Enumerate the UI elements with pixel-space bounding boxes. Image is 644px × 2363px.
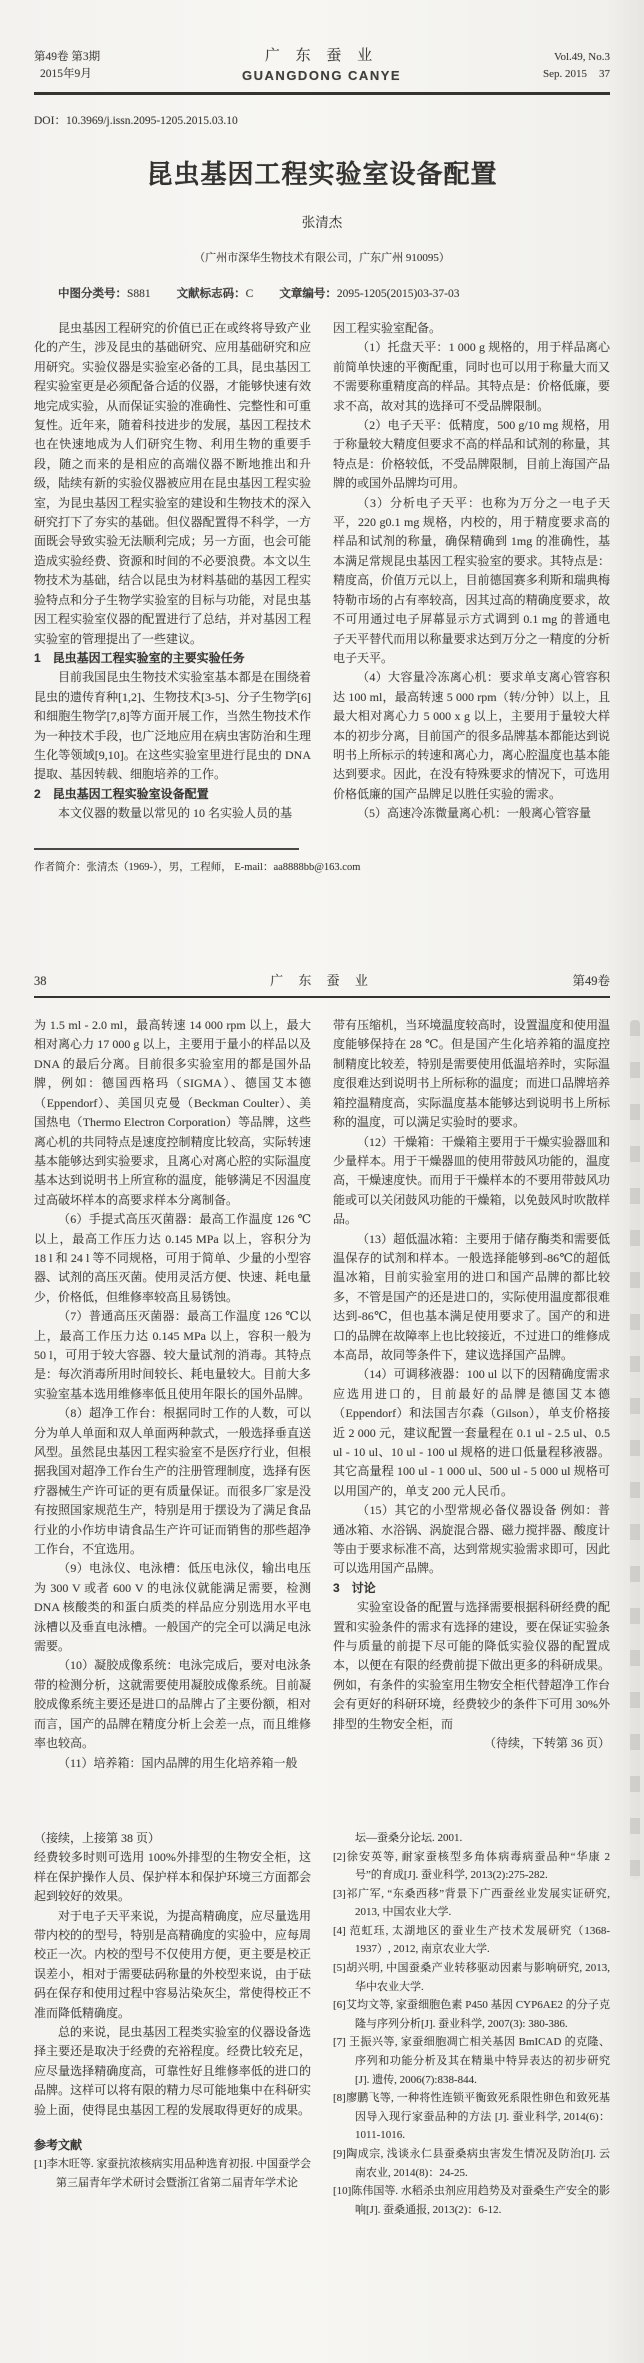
paragraph: [10]陈伟国等. 水稻杀虫剂应用趋势及对蚕桑生产安全的影响[J]. 蚕桑通报, 2013(2)：6-12. <box>333 2185 610 2216</box>
paragraph: （14）可调移液器：100 ul 以下的因精确度需求应选用进口的，目前最好的品牌是德国艾本德（Eppendorf）和法国吉尔森（Gilson），单支价格接近 2 000 元，建议配置一套量程在 0.1 ul - 2.5 ul、0.5 ul - 10 ul、10 ul - 100 ul 规格的进口低量程移液器。其它高量程 100 ul - 1 000 ul、500 ul - 5 000 ul 规格可以用国产的，单支 200 元人民币。 <box>333 1367 610 1498</box>
paragraph: （待续，下转第 36 页） <box>483 1736 610 1751</box>
paragraph: [3]祁广军, “东桑西移”背景下广西蚕丝业发展实证研究, 2013, 中国农业大学. <box>333 1887 610 1919</box>
page-38 <box>0 970 644 1773</box>
article-meta-row <box>34 285 610 301</box>
meta-article-id-value: 2095-1205(2015)03-37-03 <box>336 288 460 300</box>
paragraph: [9]陶成宗, 浅谈永仁县蚕桑病虫害发生情况及防治[J]. 云南农业, 2014(8)：24-25. <box>333 2148 610 2179</box>
author-affiliation: （广州市深华生物技术有限公司，广东广州 910095） <box>194 252 450 264</box>
journal-date-en-line <box>543 66 610 83</box>
paragraph: 目前我国昆虫生物技术实验室基本都是在围绕着昆虫的遗传育种[1,2]、生物技术[3-5]、分子生物学[6]和细胞生物学[7,8]等方面开展工作，当然生物技术作为一种技术手段，也广泛地应用在病虫害防治和生理生化等领域[9,10]。在这些实验室里进行昆虫的 DNA 提取、基因转载、细胞培养的工作。 <box>34 670 311 782</box>
page-38-body <box>34 1016 610 1773</box>
paragraph: （11）培养箱：国内品牌的用生化培养箱一般 <box>58 1755 298 1770</box>
section-heading: 2 昆虫基因工程实验室设备配置 <box>34 786 209 801</box>
paragraph: （2）电子天平：低精度，500 g/10 mg 规格，用于称量较大精度但要求不高的样品和试剂的称量，其特点是：价格较低，不受品牌限制，目前上海国产品牌的或国外品牌均可用。 <box>333 418 610 491</box>
paragraph: （10）凝胶成像系统：电泳完成后，要对电泳条带的检测分析，这就需要使用凝胶成像系统。目前凝胶成像系统主要还是进口的品牌占了主要份额，相对而言，国产的品牌在精度分析上会差一点，而且维修率也较高。 <box>34 1658 311 1751</box>
journal-name-en: GUANGDONG CANYE <box>242 68 402 83</box>
paragraph: [4] 范虹珏, 太湖地区的蚕业生产技术发展研究（1368-1937）, 2012, 南京农业大学. <box>333 1924 610 1956</box>
page-37 <box>0 0 644 874</box>
paragraph: [1]李木旺等. 家蚕抗浓核病实用品种选育初报. 中国蚕学会第三届青年学术研讨会暨浙江省第二届青年学术论 <box>34 2158 311 2189</box>
journal-volume-issue-cn: 第49卷 第3期 <box>34 51 101 63</box>
running-header-rule <box>34 996 610 999</box>
paragraph: [8]廖鹏飞等, 一种将性连锁平衡致死系限性卵色和致死基因导入现行家蚕品种的方法 [J]. 蚕业科学, 2014(6)：1011-1016. <box>333 2092 610 2142</box>
page-folio: 37 <box>598 68 610 80</box>
paragraph: （接续，上接第 38 页） <box>34 1830 161 1845</box>
running-volume: 第49卷 <box>572 973 610 988</box>
continuation-body <box>34 1829 610 2219</box>
page-37-left-column <box>34 319 311 824</box>
page-37-body <box>34 319 610 824</box>
paragraph: （15）其它的小型常规必备仪器设备 例如：普通冰箱、水浴锅、涡旋混合器、磁力搅拌器、酸度计等由于要求标准不高，达到常规实验需求即可，因此可以选用国产品牌。 <box>333 1503 610 1576</box>
section-heading: 参考文献 <box>34 2138 83 2152</box>
paragraph: （6）手提式高压灭菌器：最高工作温度 126 ℃以上，最高工作压力达 0.145 MPa 以上，容积分为 18 l 和 24 l 等不同规格，可用于简单、少量的小型容器、试剂的高压灭菌。使用灵活方便、快速、耗电量少，价格低，但维修率较高且易锈蚀。 <box>34 1212 311 1304</box>
continuation-left-column <box>34 1829 311 2219</box>
running-header <box>34 970 610 989</box>
paragraph: （9）电泳仪、电泳槽：低压电泳仪，输出电压为 300 V 或者 600 V 的电泳仪就能满足需要，检测 DNA 核酸类的和蛋白质类的样品应分别选用水平电泳槽以及垂直电泳槽。一般国产的完全可以满足电泳需要。 <box>34 1561 311 1654</box>
paragraph: [7] 王振兴等, 家蚕细胞凋亡相关基因 BmICAD 的克隆、序列和功能分析及其在精巢中特异表达的初步研究[J]. 遗传, 2006(7):838-844. <box>333 2036 610 2086</box>
paragraph: [2]徐安英等, 耐家蚕核型多角体病毒病蚕品种“华康 2 号”的育成[J]. 蚕业科学, 2013(2):275-282. <box>333 1850 610 1882</box>
paragraph: 对于电子天平来说，为提高精确度，应尽量选用带内校的的型号，特别是高精确度的实验中，应每周校正一次。内校的型号不仅使用方便，更主要是校正误差小，相对于需要砝码称量的外校型来说，由于砝码在保存和使用过程中容易沾染灰尘，常使得校正不准而降低精确度。 <box>34 1908 311 2020</box>
journal-name <box>242 44 401 83</box>
paragraph: （7）普通高压灭菌器：最高工作温度 126 ℃以上，最高工作压力达 0.145 MPa 以上，容积一般为 50 l，可用于较大容器、较大量试剂的消毒。其特点是：每次消毒所用时间较长、耗电量较大。目前大多实验室基本选用维修率低且使用年限长的国外品牌。 <box>34 1309 311 1401</box>
header-rule <box>34 92 610 95</box>
author-bio-footnote: 作者简介：张清杰（1969-），男，工程师， E-mail：aa8888bb@163.com <box>34 861 361 873</box>
paragraph: （4）大容量冷冻离心机：要求单支离心管容积达 100 ml，最高转速 5 000 rpm（转/分钟）以上，且最大相对离心力 5 000 x g 以上，主要用于量较大样本的初步分离，目前国产的很多品牌基本都能达到说明书上所标示的转速和离心力，离心腔温度也基本能达到要求。因此，在没有特殊要求的情况下，可选用价格低廉的国产品牌足以胜任实验的需求。 <box>333 670 610 801</box>
paragraph: 因工程实验室配备。 <box>333 321 442 335</box>
running-journal-title: 广 东 蚕 业 <box>270 972 374 988</box>
paragraph: 实验室设备的配置与选择需要根据科研经费的配置和实验条件的需求有选择的建设，要在保证实验条件与质量的前提下尽可能的降低实验仪器的配置成本，以便在有限的经费前提下做出更多的科研成果。例如，有条件的实验室用生物安全柜代替超净工作台会有更好的科研环境，经费较少的条件下可用 30%外排型的生物安全柜，而 <box>333 1600 610 1731</box>
journal-name-cn: 广 东 蚕 业 <box>264 48 379 64</box>
paragraph: （12）干燥箱：干燥箱主要用于干燥实验器皿和少量样本。用于干燥器皿的使用带鼓风功能的，温度高，干燥速度快。而用于干燥样本的不要用带鼓风功能或可以关闭鼓风功能的干燥箱，以免鼓风时吹散样品。 <box>333 1134 610 1227</box>
meta-clc-value: S881 <box>127 288 151 300</box>
paragraph: [6]艾均文等, 家蚕细胞色素 P450 基因 CYP6AE2 的分子克隆与序列分析[J]. 蚕业科学, 2007(3): 380-386. <box>333 1999 610 2030</box>
paragraph: [5]胡兴明, 中国蚕桑产业转移驱动因素与影响研究, 2013, 华中农业大学. <box>333 1962 610 1993</box>
paragraph: 总的来说，昆虫基因工程类实验室的仪器设备选择主要还是取决于经费的充裕程度。经费比较充足，应尽量选择精确度高，可靠性好且维修率低的进口的品牌。这样可以将有限的精力尽可能地集中在科研实验上面，使得昆虫基因工程的发展取得更好的成果。 <box>34 2024 311 2117</box>
page-38-left-column <box>34 1016 311 1773</box>
meta-clc-label: 中图分类号： <box>58 288 127 300</box>
paragraph: 经费较多时则可选用 100%外排型的生物安全柜，这样在保护操作人员、保护样本和保护环境三方面都会起到较好的效果。 <box>34 1850 311 1904</box>
meta-article-id <box>279 285 459 301</box>
running-page-number: 38 <box>34 973 47 988</box>
meta-doc-code <box>177 285 254 301</box>
meta-article-id-label: 文章编号： <box>279 288 337 300</box>
journal-date-cn: 2015年9月 <box>40 68 92 80</box>
footnote-divider <box>34 848 299 850</box>
journal-date-en: Sep. 2015 <box>542 68 587 80</box>
paragraph: （13）超低温冰箱：主要用于储存酶类和需要低温保存的试剂和样本。一般选择能够到-86℃的超低温冰箱，目前实验室用的进口和国产品牌的都比较多，不管是国产的还是进口的，实际使用温度都很难达到-86℃，但也基本满足使用要求了。国产的和进口的品牌在故障率上也比较接近，不过进口的维修成本高昂，故同等条件下，建议选择国产品牌。 <box>333 1231 610 1362</box>
journal-header <box>34 44 610 83</box>
author-name: 张清杰 <box>301 215 343 230</box>
section-heading: 1 昆虫基因工程实验室的主要实验任务 <box>34 650 245 665</box>
journal-issue-info <box>34 49 100 83</box>
paragraph: （5）高速冷冻微量离心机：一般离心管容量 <box>357 806 592 821</box>
meta-clc <box>58 285 151 301</box>
paragraph: （3）分析电子天平：也称为万分之一电子天平，220 g0.1 mg 规格，内校的，用于精度要求高的样品和试剂的称量，确保精确到 1mg 的准确性，基本满足常规昆虫基因工程实验室的要求。其特点是：精度高，价值万元以上，目前德国赛多利斯和瑞典梅特勒市场的占有率较高，因其过高的精确度要求，故不可用通过电子屏幕显示方式调到 0.1 mg 的普通电子天平替代而用以称量要求达到万分之一精度的分析电子天平。 <box>333 495 610 665</box>
paragraph: 为 1.5 ml - 2.0 ml，最高转速 14 000 rpm 以上，最大相对离心力 17 000 g 以上，主要用于量小的样品以及 DNA 的最后分离。目前很多实验室用的都是国外品牌，例如：德国西格玛（SIGMA）、德国艾本德（Eppendorf）、美国贝克曼（Beckman Coulter）、美国热电（Thermo Electron Corporation）等品牌，这些离心机的共同特点是速度控制精度比较高，实际转速基本能够达到实验要求，且离心对离心腔的实际温度基本达到说明书上所宣称的温度，能够满足不因温度过高破坏样本的高要求样本分离制备。 <box>34 1018 311 1207</box>
paragraph: （8）超净工作台：根据同时工作的人数，可以分为单人单面和双人单面两种款式，一般选择垂直送风型。虽然昆虫基因工程实验室不是医疗行业，但根据我国对超净工作台生产的注册管理制度，选择有医疗器械生产许可证的更有质量保证。而很多厂家是没有按照国家规范生产，特别是用于摆设为了满足食品行业的小作坊申请食品生产许可证而销售的那些超净工作台，不宜选用。 <box>34 1406 311 1557</box>
paragraph: （1）托盘天平：1 000 g 规格的，用于样品离心前简单快速的平衡配重，同时也可以用于称量大而又不需要称重精度高的样品。其特点是：价格低廉，要求不高，故对其的选择可不受品牌限制。 <box>333 340 610 413</box>
page-37-right-column <box>333 319 610 824</box>
doi-line: DOI：10.3969/j.issn.2095-1205.2015.03.10 <box>34 115 238 127</box>
page-38-right-column <box>333 1016 610 1773</box>
paragraph: 带有压缩机，当环境温度较高时，设置温度和使用温度能够保持在 28 ℃。但是国产生化培养箱的温度控制精度比较差，特别是需要使用低温培养时，实际温度很难达到说明书上所标称的温度；而进口品牌培养箱控温精度高，实际温度基本能够达到说明书上所标称的温度，可以满足实验时的要求。 <box>333 1018 610 1130</box>
meta-doc-code-value: C <box>245 288 254 300</box>
paragraph: 坛—蚕桑分论坛. 2001. <box>355 1831 463 1844</box>
continuation-right-column <box>333 1829 610 2219</box>
article-title: 昆虫基因工程实验室设备配置 <box>146 159 498 189</box>
paragraph: 本文仪器的数量以常见的 10 名实验人员的基 <box>58 806 293 821</box>
journal-volume-info-en <box>543 49 610 83</box>
paragraph: 昆虫基因工程研究的价值已正在或终将导致产业化的产生，涉及昆虫的基础研究、应用基础研究和应用研究。实验仪器是实验室必备的工具，昆虫基因工程实验室更是必须配备合适的仪器，才能够快速有效地完成实验，从而保证实验的准确性、完整性和可重复性。近年来，随着科技进步的发展，基因工程技术也在快速地成为人们研究生物、利用生物的重要手段，随之而来的是相应的高端仪器不断地推出和升级，陆续有新的实验仪器被应用在昆虫基因工程实验室，为昆虫基因工程实验室的建设和生物技术的深入研究打下了夯实的基础。但仪器配置得不科学，一方面既会导致实验无法顺利完成；另一方面，也会可能造成实验经费、资源和时间的不必要浪费。本文以生物技术为基础，结合以昆虫为材料基础的基因工程实验特点和分子生物学实验室的目标与功能，对昆虫基因工程实验室仪器的配置进行了总结，并对基因工程实验室的管理提出了一些建议。 <box>34 321 311 646</box>
meta-doc-code-label: 文献标志码： <box>176 288 246 300</box>
journal-volume-en: Vol.49, No.3 <box>553 51 610 63</box>
section-heading: 3 讨论 <box>333 1580 376 1595</box>
continuation-page-36 <box>0 1829 644 2219</box>
